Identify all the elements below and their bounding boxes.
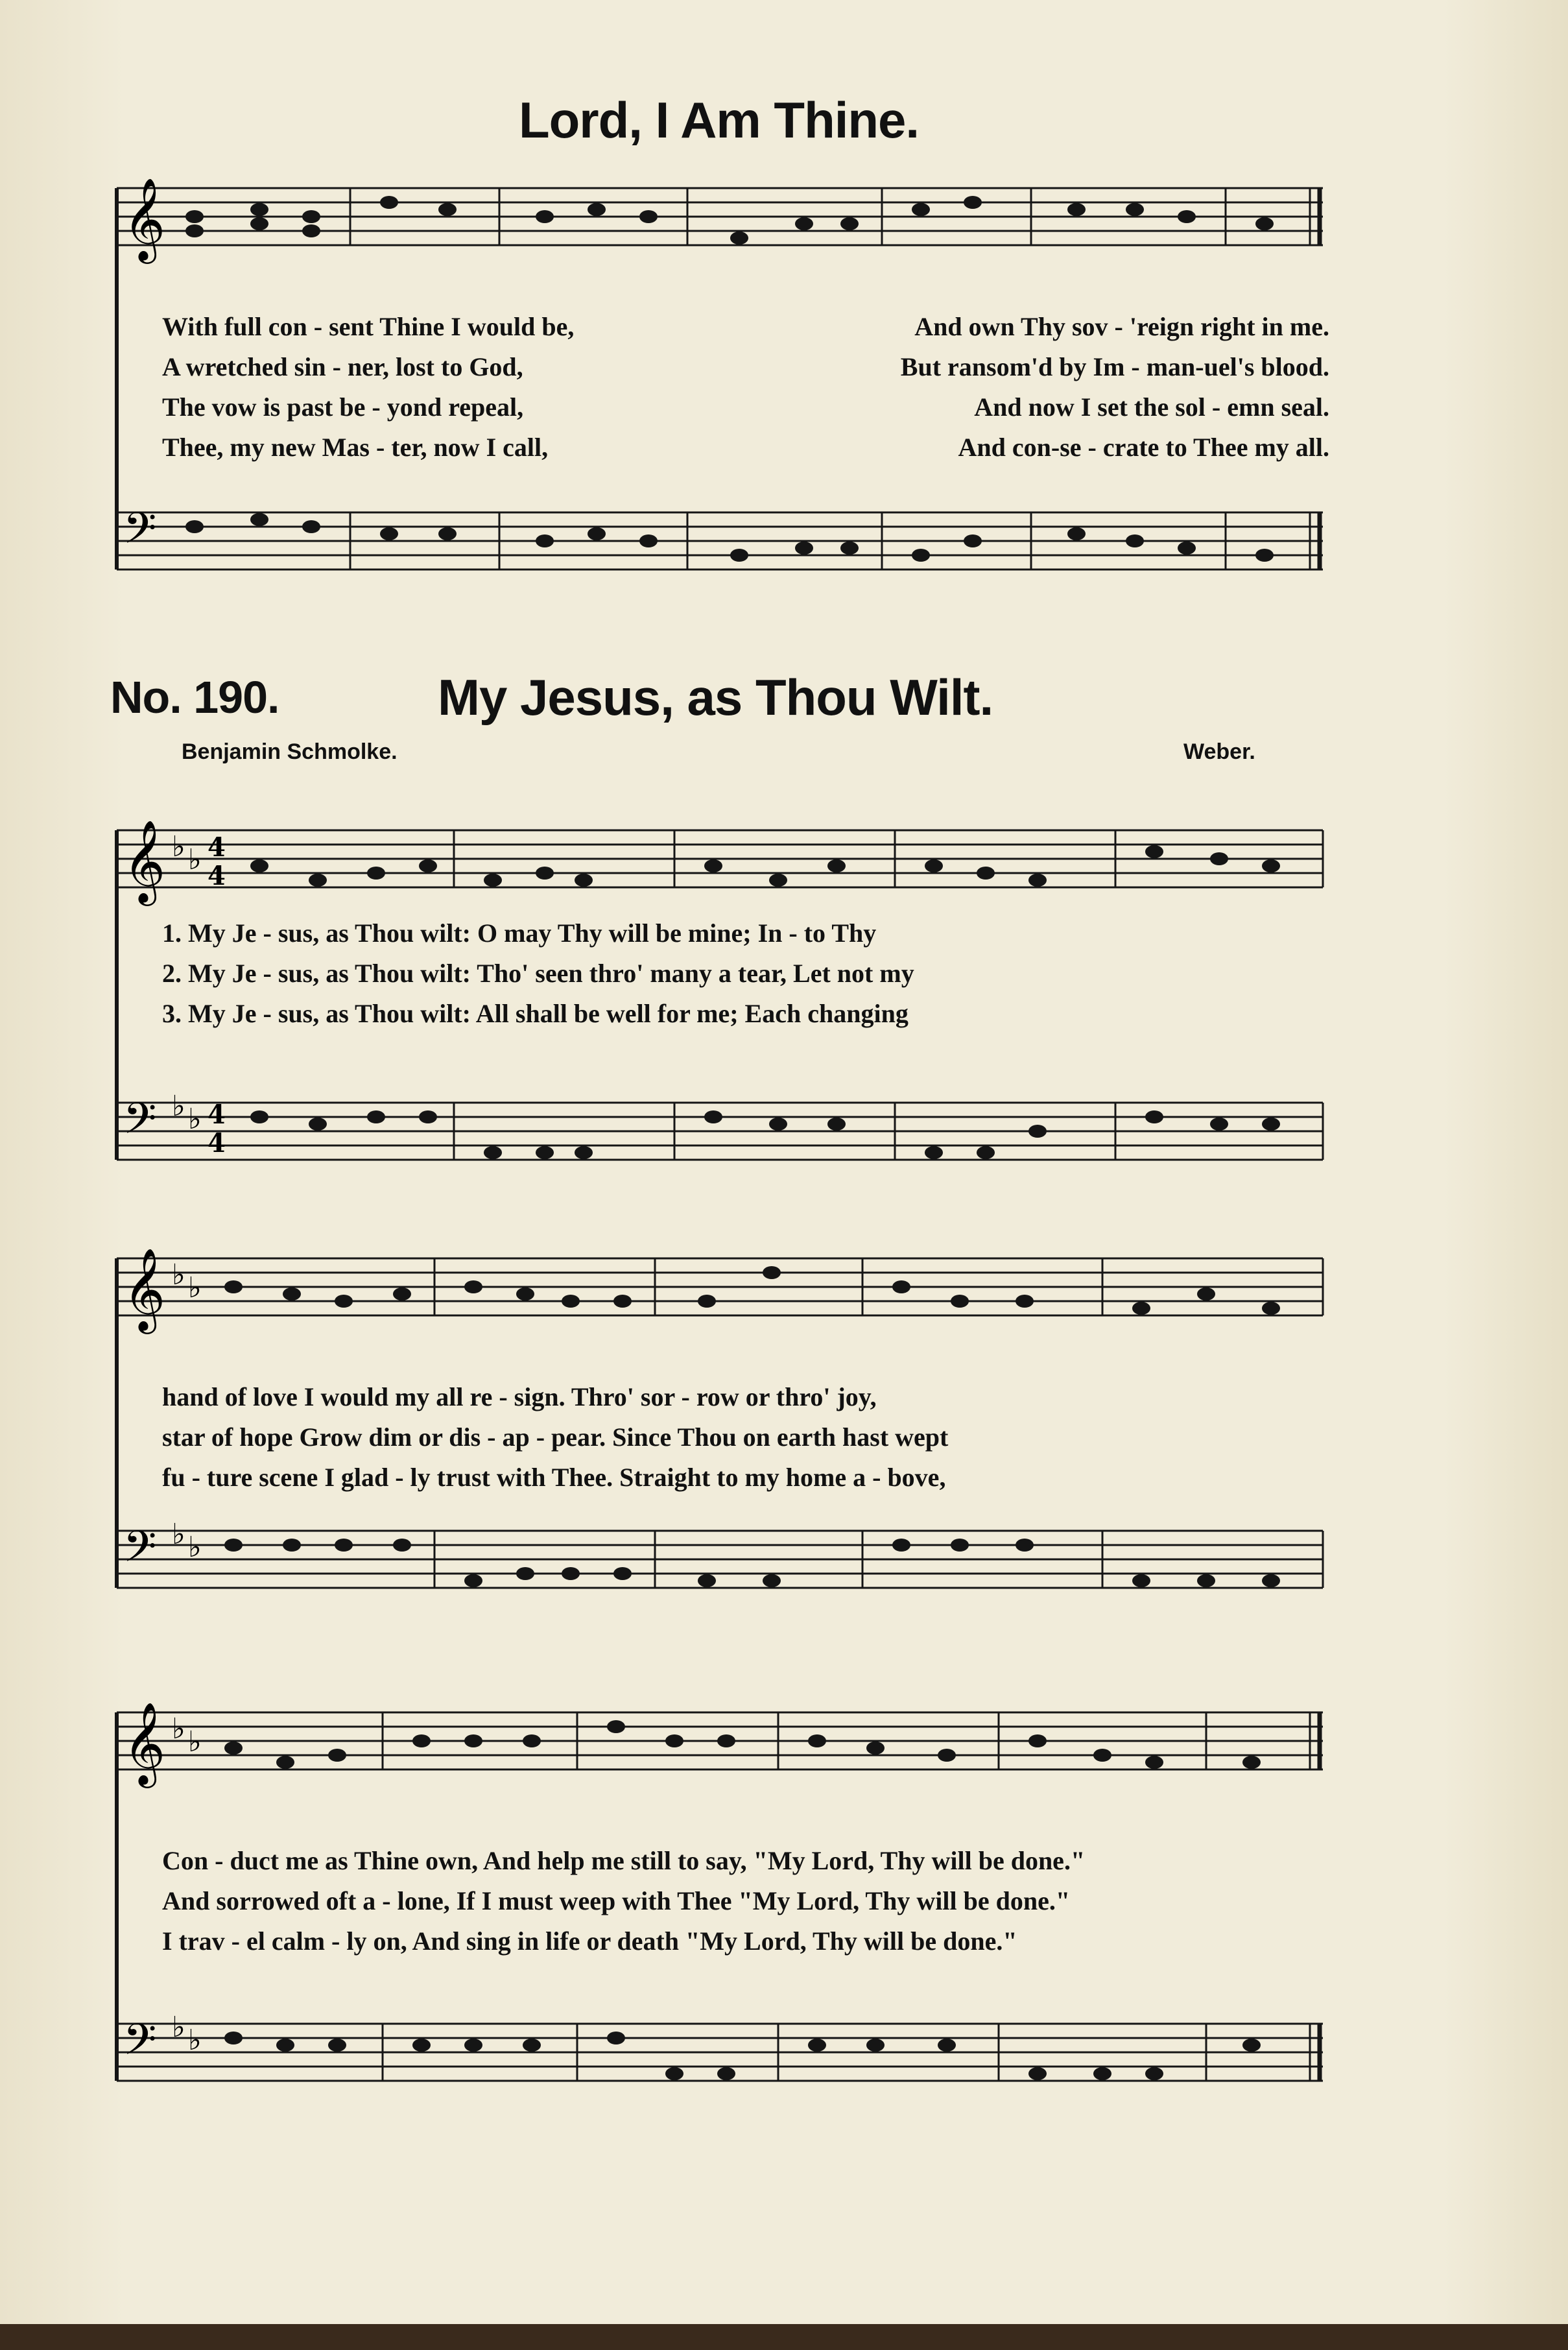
lyric-line xyxy=(162,432,1329,472)
svg-text:♭: ♭ xyxy=(188,2024,202,2057)
lyric-phrase: With full con - sent Thine I would be, xyxy=(162,312,575,341)
lyric-phrase: Thee, my new Mas - ter, now I call, xyxy=(162,433,549,462)
lyrics-block xyxy=(162,1382,1329,1502)
lyric-line: I trav - el calm - ly on, And sing in life or death "My Lord, Thy will be done." xyxy=(162,1926,1017,1956)
hymn-number: No. 190. xyxy=(110,672,279,723)
svg-text:4: 4 xyxy=(208,861,226,891)
author-credit: Benjamin Schmolke. xyxy=(182,739,398,764)
svg-text:♭: ♭ xyxy=(172,1258,185,1291)
lyric-line: Con - duct me as Thine own, And help me still to say, "My Lord, Thy will be done." xyxy=(162,1846,1086,1875)
lyric-line: And sorrowed oft a - lone, If I must weep with Thee "My Lord, Thy will be done." xyxy=(162,1886,1071,1915)
svg-text:♭: ♭ xyxy=(188,1725,202,1758)
composer-credit: Weber. xyxy=(1183,739,1255,764)
lyric-phrase: And con-se - crate to Thee my all. xyxy=(958,433,1329,462)
hymn-title: Lord, I Am Thine. xyxy=(519,91,920,149)
svg-text:𝄞: 𝄞 xyxy=(123,1701,166,1784)
music-system-1 xyxy=(104,791,1336,1193)
lyric-line xyxy=(162,352,1329,392)
lyric-phrase: A wretched sin - ner, lost to God, xyxy=(162,352,523,381)
hymn-title: My Jesus, as Thou Wilt. xyxy=(438,669,993,726)
svg-text:♭: ♭ xyxy=(172,1518,185,1551)
music-system-hymn1 xyxy=(104,175,1336,603)
svg-text:𝄢: 𝄢 xyxy=(123,2015,157,2075)
lyric-line xyxy=(162,392,1329,432)
svg-text:4: 4 xyxy=(208,832,226,863)
page-edge xyxy=(0,2324,1568,2350)
lyric-line: 2. My Je - sus, as Thou wilt: Tho' seen thro' many a tear, Let not my xyxy=(162,959,914,988)
svg-text:𝄢: 𝄢 xyxy=(123,1094,157,1154)
lyrics-block xyxy=(162,918,1329,1038)
lyric-line: hand of love I would my all re - sign. Thro' sor - row or thro' joy, xyxy=(162,1382,877,1411)
svg-text:♭: ♭ xyxy=(188,1531,202,1564)
svg-text:𝄢: 𝄢 xyxy=(123,503,157,564)
svg-text:𝄞: 𝄞 xyxy=(123,177,166,260)
music-system-3 xyxy=(104,1673,1336,2128)
svg-text:♭: ♭ xyxy=(172,830,185,863)
lyric-line: star of hope Grow dim or dis - ap - pear. Since Thou on earth hast wept xyxy=(162,1422,949,1452)
lyric-phrase: The vow is past be - yond repeal, xyxy=(162,392,524,422)
svg-text:𝄞: 𝄞 xyxy=(123,819,166,902)
lyric-line: 1. My Je - sus, as Thou wilt: O may Thy will be mine; In - to Thy xyxy=(162,918,877,948)
svg-text:♭: ♭ xyxy=(172,1090,185,1123)
svg-text:♭: ♭ xyxy=(188,1103,202,1136)
svg-text:𝄢: 𝄢 xyxy=(123,1522,157,1582)
lyric-phrase: But ransom'd by Im - man-uel's blood. xyxy=(900,352,1329,381)
lyric-phrase: And now I set the sol - emn seal. xyxy=(974,392,1329,422)
lyric-line xyxy=(162,311,1329,352)
lyric-phrase: And own Thy sov - 'reign right in me. xyxy=(914,312,1329,341)
lyrics-block xyxy=(162,311,1329,472)
svg-text:♭: ♭ xyxy=(172,1712,185,1745)
svg-text:♭: ♭ xyxy=(188,1271,202,1304)
lyric-line: fu - ture scene I glad - ly trust with Thee. Straight to my home a - bove, xyxy=(162,1463,946,1492)
svg-text:♭: ♭ xyxy=(172,2011,185,2044)
music-system-2 xyxy=(104,1219,1336,1622)
svg-text:4: 4 xyxy=(208,1128,226,1158)
svg-text:♭: ♭ xyxy=(188,843,202,876)
lyrics-block xyxy=(162,1845,1329,1966)
svg-text:4: 4 xyxy=(208,1099,226,1130)
svg-text:𝄞: 𝄞 xyxy=(123,1247,166,1330)
lyric-line: 3. My Je - sus, as Thou wilt: All shall be well for me; Each changing xyxy=(162,999,909,1028)
